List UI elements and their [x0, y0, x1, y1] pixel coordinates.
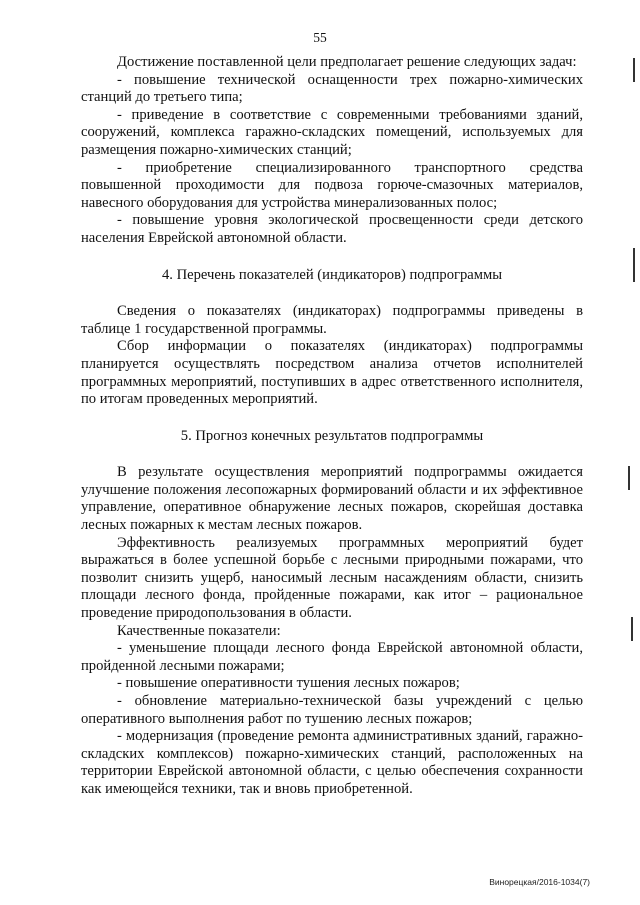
- task-item: - повышение технической оснащенности трех пожарно-химических станций до третьего типа;: [81, 71, 583, 106]
- paragraph-goal-intro: Достижение поставленной цели предполагает решение следующих задач:: [117, 54, 577, 70]
- task-item: - повышение уровня экологической просвещенности среди детского населения Еврейской автономной области.: [81, 212, 583, 246]
- document-body: [81, 54, 583, 799]
- section-heading-indicators: 4. Перечень показателей (индикаторов) подпрограммы: [161, 266, 503, 283]
- paragraph-expected-results: В результате осуществления мероприятий подпрограммы ожидается улучшение положения лесопожарных формирований области и их эффективное управление, оперативное обнаружение лесных пожаров, скорейшая доставка лесных пожарных к местам лесных пожаров.: [81, 464, 583, 534]
- scan-edge-mark: [628, 466, 630, 490]
- scan-edge-mark: [633, 58, 635, 82]
- indicator-item: - обновление материально-технической базы учреждений с целью оперативного выполнения работ по тушению лесных пожаров;: [81, 693, 583, 727]
- task-item: - приобретение специализированного транспортного средства повышенной проходимости для подвоза горюче-смазочных материалов, навесного оборудования для устройства минерализованных полос;: [81, 159, 583, 211]
- indicator-item: - модернизация (проведение ремонта административных зданий, гаражно-складских комплексов) пожарно-химических станций, расположенных на территории Еврейской автономной области, с целью обеспечения сохранности как имеющейся техники, так и вновь приобретенной.: [81, 728, 583, 797]
- paragraph-quality-indicators-label: Качественные показатели:: [117, 622, 281, 639]
- section-heading-forecast: 5. Прогноз конечных результатов подпрограммы: [180, 427, 484, 444]
- scan-edge-mark: [631, 617, 633, 641]
- paragraph-efficiency: Эффективность реализуемых программных мероприятий будет выражаться в более успешной борьбе с лесными природными пожарами, что позволит снизить ущерб, наносимый лесным насаждениям области, снизить площади лесного фонда, пройденные пожарами, как итог – рациональное проведение природопользования в области.: [81, 534, 583, 622]
- page-number: 55: [313, 30, 327, 45]
- task-item: - приведение в соответствие с современными требованиями зданий, сооружений, комплекса гаражно-складских помещений, используемых для размещения пожарно-химических станций;: [81, 106, 583, 158]
- scan-edge-mark: [633, 248, 635, 282]
- indicator-item: - повышение оперативности тушения лесных пожаров;: [117, 675, 460, 692]
- document-footer-id: Винорецкая/2016-1034(7): [489, 877, 590, 887]
- indicator-item: - уменьшение площади лесного фонда Еврейской автономной области, пройденной лесными пожарами;: [81, 640, 583, 674]
- paragraph-indicators-info: Сведения о показателях (индикаторах) подпрограммы приведены в таблице 1 государственной программы.: [81, 303, 583, 337]
- paragraph-data-collection: Сбор информации о показателях (индикаторах) подпрограммы планируется осуществлять посредством анализа отчетов исполнителей программных мероприятий, поступивших в адрес ответственного исполнителя, по итогам проведенных мероприятий.: [81, 338, 583, 408]
